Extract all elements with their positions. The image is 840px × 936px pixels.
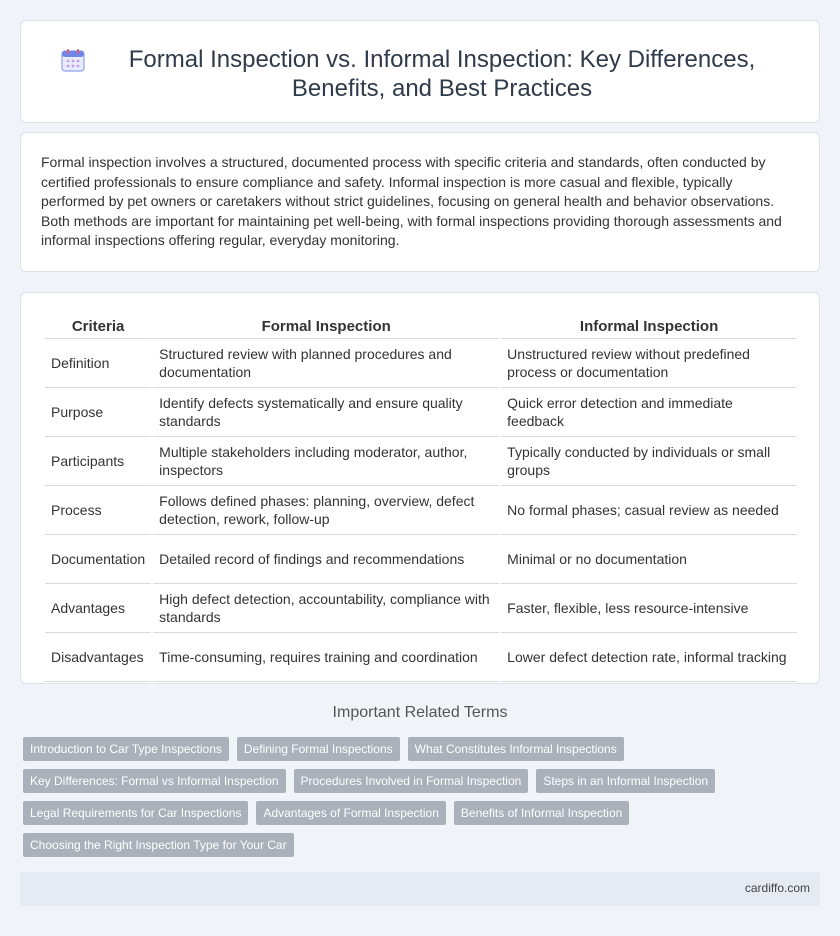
criteria-cell: Documentation [45, 535, 151, 584]
table-row [45, 584, 797, 633]
table-row [45, 437, 797, 486]
formal-cell: Time-consuming, requires training and coordination [153, 633, 499, 682]
calendar-icon [61, 48, 85, 72]
footer-site-link[interactable]: cardiffo.com [744, 881, 810, 895]
criteria-cell: Disadvantages [45, 633, 151, 682]
formal-cell: Detailed record of findings and recommendations [153, 535, 499, 584]
header-informal: Informal Inspection [501, 313, 797, 339]
table-row [45, 486, 797, 535]
formal-cell: Multiple stakeholders including moderator, author, inspectors [153, 437, 499, 486]
informal-cell: Lower defect detection rate, informal tracking [501, 633, 797, 682]
header-criteria: Criteria [45, 313, 151, 339]
term-tag[interactable]: Introduction to Car Type Inspections [23, 737, 229, 761]
table-row [45, 535, 797, 584]
header-formal: Formal Inspection [153, 313, 499, 339]
formal-cell: Identify defects systematically and ensure quality standards [153, 388, 499, 437]
informal-cell: Typically conducted by individuals or small groups [501, 437, 797, 486]
term-tag[interactable]: Steps in an Informal Inspection [536, 769, 715, 793]
informal-cell: Unstructured review without predefined process or documentation [501, 339, 797, 388]
criteria-cell: Purpose [45, 388, 151, 437]
intro-card [20, 132, 820, 272]
table-row [45, 339, 797, 388]
criteria-cell: Participants [45, 437, 151, 486]
term-tag[interactable]: Key Differences: Formal vs Informal Inspection [23, 769, 286, 793]
term-tag[interactable]: Legal Requirements for Car Inspections [23, 801, 248, 825]
criteria-cell: Definition [45, 339, 151, 388]
informal-cell: Minimal or no documentation [501, 535, 797, 584]
term-tag[interactable]: Procedures Involved in Formal Inspection [294, 769, 529, 793]
page-title: Formal Inspection vs. Informal Inspection: Key Differences, Benefits, and Best Practices [128, 46, 756, 102]
related-terms-title: Important Related Terms [332, 704, 508, 721]
formal-cell: High defect detection, accountability, compliance with standards [153, 584, 499, 633]
informal-cell: Quick error detection and immediate feedback [501, 388, 797, 437]
term-tag[interactable]: Advantages of Formal Inspection [256, 801, 445, 825]
header-card [20, 20, 820, 123]
informal-cell: No formal phases; casual review as needed [501, 486, 797, 535]
comparison-table [43, 313, 799, 682]
criteria-cell: Process [45, 486, 151, 535]
term-tag[interactable]: Benefits of Informal Inspection [454, 801, 629, 825]
footer [20, 872, 820, 906]
criteria-cell: Advantages [45, 584, 151, 633]
informal-cell: Faster, flexible, less resource-intensive [501, 584, 797, 633]
table-row [45, 633, 797, 682]
related-terms-list [23, 737, 823, 865]
term-tag[interactable]: What Constitutes Informal Inspections [408, 737, 624, 761]
formal-cell: Structured review with planned procedures and documentation [153, 339, 499, 388]
table-header-row [45, 313, 797, 339]
comparison-table-card [20, 292, 820, 684]
formal-cell: Follows defined phases: planning, overview, defect detection, rework, follow-up [153, 486, 499, 535]
table-row [45, 388, 797, 437]
term-tag[interactable]: Choosing the Right Inspection Type for Your Car [23, 833, 294, 857]
term-tag[interactable]: Defining Formal Inspections [237, 737, 400, 761]
intro-paragraph: Formal inspection involves a structured, documented process with specific criteria and standards, often conducted by certified professionals to ensure compliance and safety. Informal inspection is more casual and flexible, typically performed by pet owners or caretakers without strict guidelines, focusing on general health and behavior observations. Both methods are important for maintaining pet well-being, with formal inspections providing thorough assessments and informal inspections offering regular, everyday monitoring. [41, 154, 782, 248]
